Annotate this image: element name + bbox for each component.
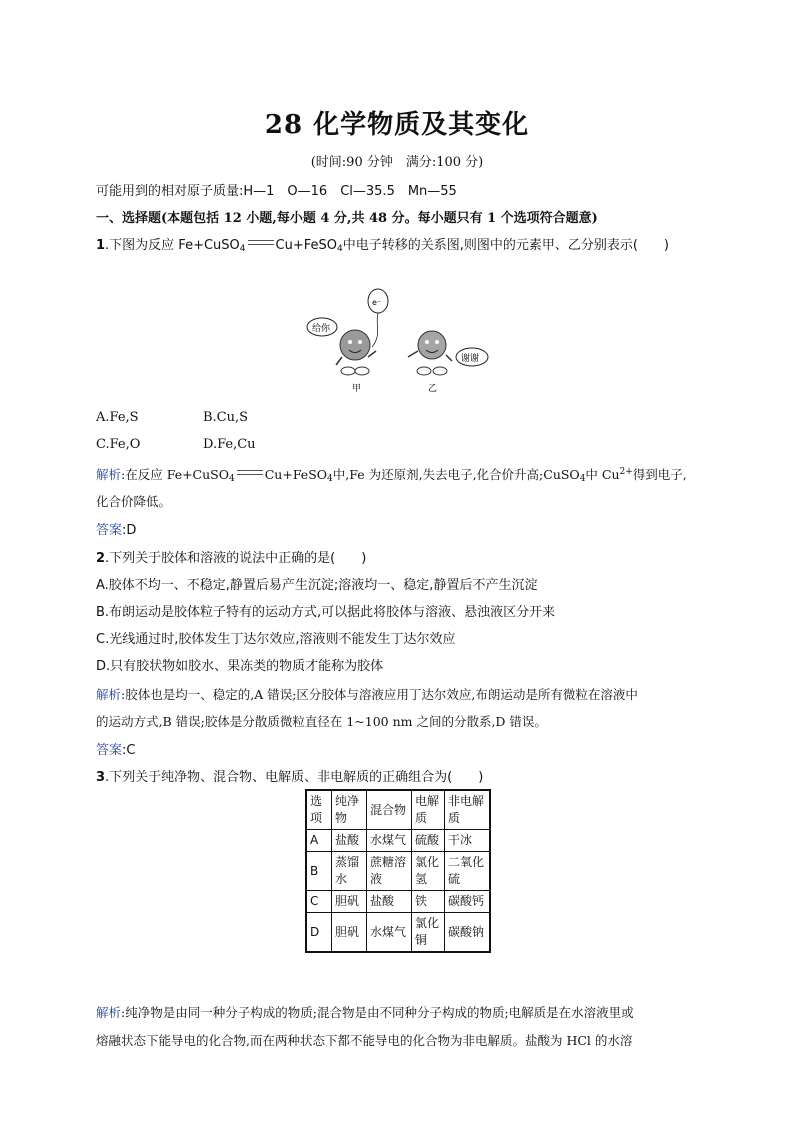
analysis-label: 解析 bbox=[96, 467, 122, 482]
analysis-text: :胶体也是均一、稳定的,A 错误;区分胶体与溶液应用丁达尔效应,布朗运动是所有微粒在溶液中 bbox=[121, 687, 638, 702]
q3-stem-text: .下列关于纯净物、混合物、电解质、非电解质的正确组合为( ) bbox=[105, 770, 484, 785]
table-header-cell: 非电解质 bbox=[445, 790, 491, 830]
table-cell: 胆矾 bbox=[332, 891, 367, 913]
table-header-row bbox=[306, 790, 490, 830]
q2-analysis bbox=[96, 685, 638, 703]
q1-option-a: A.Fe,S bbox=[96, 410, 139, 425]
q1-stem-part: Cu+FeSO bbox=[275, 238, 337, 253]
analysis-text: 中 Cu bbox=[585, 467, 620, 482]
thanks-bubble-text: 谢谢 bbox=[461, 354, 480, 364]
table-cell: 二氧化硫 bbox=[445, 852, 491, 891]
analysis-text: :在反应 Fe+CuSO bbox=[121, 467, 229, 482]
table-row bbox=[306, 852, 490, 891]
subscript: 4 bbox=[327, 474, 333, 484]
analysis-label: 解析 bbox=[96, 1005, 122, 1020]
question-1-stem bbox=[96, 234, 669, 254]
q1-stem-part: .下图为反应 Fe+CuSO bbox=[105, 238, 240, 253]
q1-stem-part: 中电子转移的关系图,则图中的元素甲、乙分别表示( ) bbox=[342, 238, 669, 253]
answer-value: :C bbox=[122, 743, 136, 758]
page-title: 28 化学物质及其变化 bbox=[264, 110, 530, 140]
analysis-label: 解析 bbox=[96, 687, 122, 702]
table-cell: C bbox=[306, 891, 332, 913]
subscript: 4 bbox=[579, 474, 586, 484]
question-number: 1 bbox=[96, 238, 106, 253]
table-cell: 氯化氢 bbox=[412, 852, 445, 891]
table-cell: 氯化铜 bbox=[412, 913, 445, 953]
analysis-text: 中,Fe 为还原剂,失去电子,化合价升高;CuSO bbox=[332, 467, 580, 482]
table-cell: A bbox=[306, 830, 332, 852]
table-header-cell: 混合物 bbox=[367, 790, 412, 830]
equals-sign-icon bbox=[237, 470, 263, 475]
table-cell: 盐酸 bbox=[332, 830, 367, 852]
analysis-text: :纯净物是由同一种分子构成的物质;混合物是由不同种分子构成的物质;电解质是在水溶液里或 bbox=[121, 1005, 634, 1020]
question-2-stem bbox=[96, 547, 366, 566]
question-3-stem bbox=[96, 766, 483, 785]
q2-option-c: C.光线通过时,胶体发生丁达尔效应,溶液则不能发生丁达尔效应 bbox=[96, 632, 456, 647]
q2-analysis-line2: 的运动方式,B 错误;胶体是分散质微粒直径在 1~100 nm 之间的分散系,D 错误。 bbox=[96, 714, 547, 729]
subscript: 4 bbox=[229, 474, 235, 484]
table-cell: 干冰 bbox=[445, 830, 491, 852]
table-cell: 盐酸 bbox=[367, 891, 412, 913]
table-row bbox=[306, 891, 490, 913]
table-cell: 碳酸钠 bbox=[445, 913, 491, 953]
section-heading bbox=[96, 207, 598, 226]
q2-option-b: B.布朗运动是胶体粒子特有的运动方式,可以据此将胶体与溶液、悬浊液区分开来 bbox=[96, 605, 556, 620]
table-cell: 水煤气 bbox=[367, 830, 412, 852]
q2-option-a: A.胶体不均一、不稳定,静置后易产生沉淀;溶液均一、稳定,静置后不产生沉淀 bbox=[96, 578, 538, 593]
give-bubble-text: 给你 bbox=[312, 324, 331, 334]
q2-answer bbox=[96, 739, 135, 758]
q3-analysis-line2: 熔融状态下能导电的化合物,而在两种状态下都不能导电的化合物为非电解质。盐酸为 HCl 的水溶 bbox=[96, 1033, 633, 1048]
question-number: 2 bbox=[96, 551, 106, 566]
subscript: 4 bbox=[336, 244, 343, 254]
electron-transfer-figure bbox=[300, 285, 500, 400]
label-jia: 甲 bbox=[352, 384, 362, 394]
q2-option-d: D.只有胶状物如胶水、果冻类的物质才能称为胶体 bbox=[96, 659, 384, 674]
electron-label: e⁻ bbox=[372, 298, 382, 307]
table-row bbox=[306, 830, 490, 852]
q1-answer bbox=[96, 519, 136, 538]
table-row bbox=[306, 913, 490, 953]
atomic-masses: 可能用到的相对原子质量:H—1 O—16 Cl—35.5 Mn—55 bbox=[96, 184, 457, 199]
analysis-text: Cu+FeSO bbox=[264, 467, 328, 482]
section-heading-text: 一、选择题(本题包括 12 小题,每小题 4 分,共 48 分。每小题只有 1 个选项符合题意) bbox=[96, 211, 598, 226]
analysis-text: 得到电子, bbox=[632, 467, 687, 482]
table-cell: 水煤气 bbox=[367, 913, 412, 953]
table-cell: 铁 bbox=[412, 891, 445, 913]
table-header-cell: 电解质 bbox=[412, 790, 445, 830]
cartoon-illustration bbox=[300, 285, 500, 400]
q1-option-b: B.Cu,S bbox=[203, 410, 249, 425]
table-cell: B bbox=[306, 852, 332, 891]
q1-analysis-line2: 化合价降低。 bbox=[96, 494, 172, 509]
question-number: 3 bbox=[96, 770, 106, 785]
exam-info: (时间:90 分钟 满分:100 分) bbox=[310, 155, 484, 170]
q1-option-c: C.Fe,O bbox=[96, 437, 141, 452]
superscript: 2+ bbox=[619, 467, 633, 477]
table-cell: D bbox=[306, 913, 332, 953]
answer-label: 答案 bbox=[96, 743, 123, 758]
q1-option-d: D.Fe,Cu bbox=[203, 437, 256, 452]
table-cell: 蔗糖溶液 bbox=[367, 852, 412, 891]
q1-analysis bbox=[96, 465, 687, 484]
table-cell: 碳酸钙 bbox=[445, 891, 491, 913]
equals-sign-icon bbox=[248, 240, 274, 245]
answer-value: :D bbox=[122, 523, 137, 538]
q2-stem-text: .下列关于胶体和溶液的说法中正确的是( ) bbox=[105, 551, 367, 566]
table-header-cell: 纯净物 bbox=[332, 790, 367, 830]
label-yi: 乙 bbox=[428, 384, 438, 394]
table-header-cell: 选项 bbox=[306, 790, 332, 830]
table-cell: 蒸馏水 bbox=[332, 852, 367, 891]
table-cell: 硫酸 bbox=[412, 830, 445, 852]
q3-analysis bbox=[96, 1003, 634, 1021]
subscript: 4 bbox=[239, 244, 246, 254]
answer-label: 答案 bbox=[96, 523, 123, 538]
table-cell: 胆矾 bbox=[332, 913, 367, 953]
classification-table bbox=[305, 789, 491, 953]
